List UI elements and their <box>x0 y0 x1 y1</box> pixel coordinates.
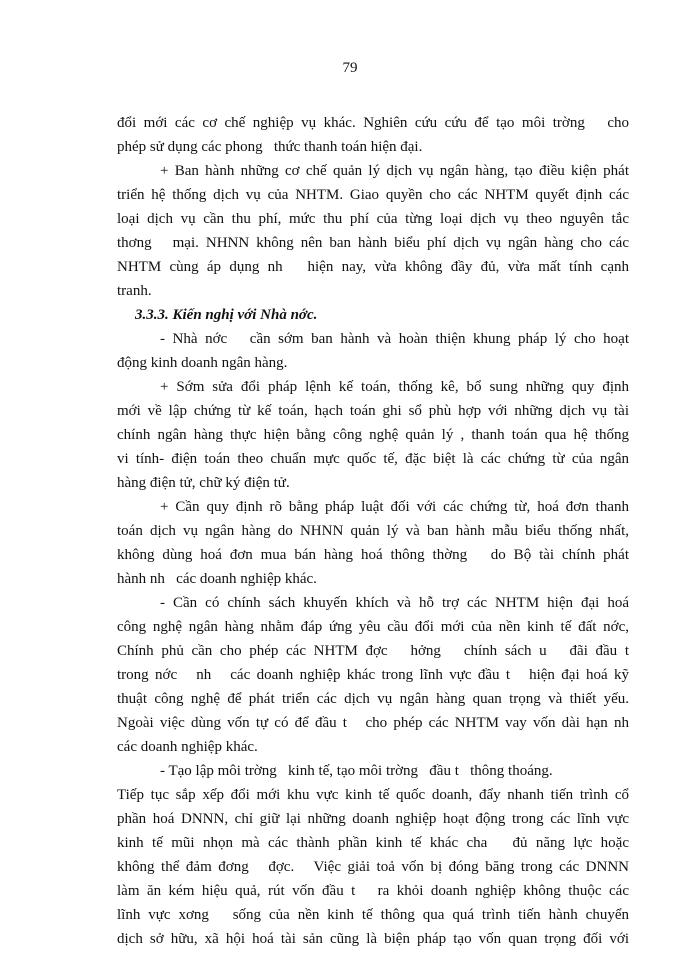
body-line: - Cần có chính sách khuyến khích và hỗ trợ các NHTM hiện đại hoá <box>160 595 629 611</box>
body-line: toán dịch vụ ngân hàng do NHNN quản lý và ban hành mẫu biểu thống nhất, <box>117 523 629 539</box>
body-line: lĩnh vực xơng sống của nền kinh tế thông qua quá trình tiến hành chuyển <box>117 907 629 923</box>
page-number: 79 <box>342 60 358 76</box>
body-line: - Nhà nớc cần sớm ban hành và hoàn thiện khung pháp lý cho hoạt <box>160 331 629 347</box>
body-line: - Tạo lập môi trờng kinh tế, tạo môi trờng đầu t thông thoáng. <box>160 763 553 779</box>
body-line: thuật công nghệ để phát triển các dịch vụ ngân hàng quan trọng và thiết yếu. <box>117 691 629 707</box>
body-line: trong nớc nh các doanh nghiệp khác trong lĩnh vực đầu t hiện đại hoá kỹ <box>117 667 629 683</box>
body-line: tranh. <box>117 283 152 299</box>
body-line: không thể đảm đơng đợc. Việc giải toả vốn bị đóng băng trong các DNNN <box>117 859 629 875</box>
body-line: công nghệ ngân hàng nhằm đáp ứng yêu cầu đổi mới của nền kinh tế đất nớc, <box>117 619 629 635</box>
body-line: không dùng hoá đơn mua bán hàng hoá thông thờng do Bộ tài chính phát <box>117 547 629 563</box>
body-line: động kinh doanh ngân hàng. <box>117 355 288 371</box>
body-line: + Cần quy định rõ bằng pháp luật đối với các chứng từ, hoá đơn thanh <box>160 499 629 515</box>
body-line: hàng điện tử, chữ ký điện tử. <box>117 475 290 491</box>
body-line: loại dịch vụ cần thu phí, mức thu phí của từng loại dịch vụ theo nguyên tắc <box>117 211 629 227</box>
body-line: kinh tế mũi nhọn mà các thành phần kinh tế khác cha đủ năng lực hoặc <box>117 835 629 851</box>
body-line: làm ăn kém hiệu quả, rút vốn đầu t ra khỏi doanh nghiệp không thuộc các <box>117 883 629 899</box>
section-heading: 3.3.3. Kiến nghị với Nhà nớc. <box>135 307 318 323</box>
body-line: chính ngân hàng thực hiện bằng công nghệ quản lý , thanh toán qua hệ thống <box>117 427 629 443</box>
body-line: đổi mới các cơ chế nghiệp vụ khác. Nghiên cứu cứu để tạo môi trờng cho <box>117 115 629 131</box>
body-line: các doanh nghiệp khác. <box>117 739 258 755</box>
body-line: dịch sở hữu, xã hội hoá tài sản cũng là biện pháp tạo vốn quan trọng đối với <box>117 931 629 947</box>
body-line: Chính phủ cần cho phép các NHTM đợc hởng chính sách u đãi đầu t <box>117 643 629 659</box>
body-line: NHTM cùng áp dụng nh hiện nay, vừa không đầy đủ, vừa mất tính cạnh <box>117 259 629 275</box>
body-line: + Ban hành những cơ chế quản lý dịch vụ ngân hàng, tạo điều kiện phát <box>160 163 629 179</box>
body-line: Ngoài việc dùng vốn tự có để đầu t cho phép các NHTM vay vốn dài hạn nh <box>117 715 629 731</box>
body-line: triển hệ thống dịch vụ của NHTM. Giao quyền cho các NHTM quyết định các <box>117 187 629 203</box>
body-line: hành nh các doanh nghiệp khác. <box>117 571 317 587</box>
body-line: vi tính- điện toán theo chuẩn mực quốc tế, đặc biệt là các chứng từ của ngân <box>117 451 629 467</box>
body-line: + Sớm sửa đổi pháp lệnh kế toán, thống kê, bổ sung những quy định <box>160 379 629 395</box>
body-line: phép sử dụng các phong thức thanh toán hiện đại. <box>117 139 423 155</box>
body-line: mới về lập chứng từ kế toán, hạch toán ghi sổ phù hợp với những dịch vụ tài <box>117 403 629 419</box>
body-line: Tiếp tục sắp xếp đổi mới khu vực kinh tế quốc doanh, đẩy nhanh tiến trình cổ <box>117 787 629 803</box>
body-line: thơng mại. NHNN không nên ban hành biểu phí dịch vụ ngân hàng cho các <box>117 235 629 251</box>
body-line: phần hoá DNNN, chỉ giữ lại những doanh nghiệp hoạt động trong các lĩnh vực <box>117 811 629 827</box>
